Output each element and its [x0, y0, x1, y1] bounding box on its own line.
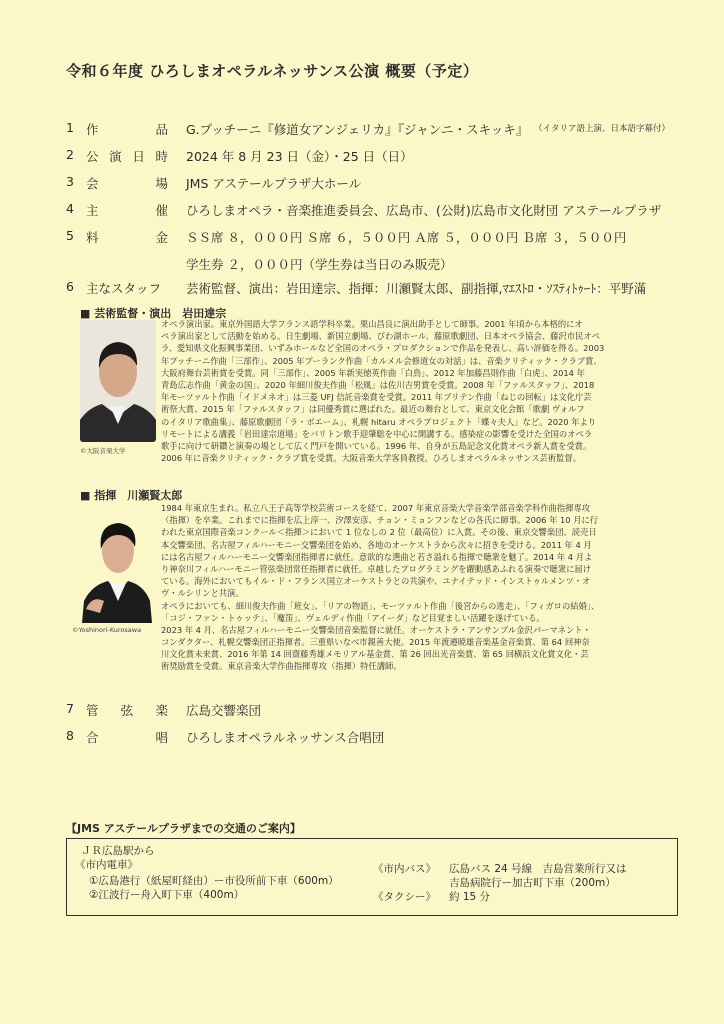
access-bus-heading: 《市内バス》: [373, 863, 436, 875]
bio-line: （指揮）を卒業。これまでに指揮を広上淳一、汐澤安彦、チョン・ミョンフンなどの各氏に師事。2006 年 10 月に行: [161, 515, 599, 526]
row-value: ＳＳ席 ８，０００円 Ｓ席 ６，５００円 Ａ席 ５，０００円 Ｂ席 ３，５００円: [186, 230, 627, 245]
row-number: 2: [66, 147, 74, 162]
iwata-bio: [161, 318, 604, 464]
access-station: ＪＲ広島駅から: [81, 845, 155, 857]
access-tram-route-2: ②江波行ー舟入町下車（400m）: [89, 889, 245, 901]
bio-line: ている。海外においてもイル・ド・フランス国立オーケストラとの共演や、ユナイテッド・インストゥルメンツ・オ: [161, 576, 591, 587]
row-label-char: 楽: [155, 703, 168, 718]
row-value-secondary: 学生券 ２，０００円（学生券は当日のみ販売）: [186, 257, 453, 272]
row-label-char: 金: [155, 230, 168, 245]
row-value: 芸術監督、演出：岩田達宗、指揮：川瀬賢太郎、副指揮,ﾏｴｽﾄﾛ・ｿｽﾃｨﾄｩｰﾄ：平野滿: [186, 281, 647, 296]
row-number: 4: [66, 201, 74, 216]
kawase-photo-credit: ©Yoshinori-Kurosawa: [72, 626, 142, 634]
iwata-photo: [80, 320, 156, 442]
bio-line: 「コジ・ファン・トゥッテ」、「魔笛」、ヴェルディ作曲「アイーダ」など目覚ましい活躍を遂げている。: [161, 612, 545, 623]
row-number: 8: [66, 728, 74, 743]
row-number: 6: [66, 279, 74, 294]
row-label: [86, 228, 168, 246]
bio-line: ヴ・ルシリンと共演。: [161, 588, 244, 599]
row-label: [86, 201, 168, 219]
access-bus-route-2: 吉島病院行ー加古町下車（200m）: [449, 877, 616, 889]
page-title: 令和６年度 ひろしまオペラルネッサンス公演 概要（予定）: [66, 62, 479, 80]
kawase-bio: [161, 502, 599, 673]
row-label-char: 主なスタッフ: [86, 281, 162, 296]
bio-line: 年モーツァルト作曲「イドメネオ」は三菱 UFJ 信託音楽賞を受賞。2011 年ブリテン作曲「ねじの回転」は文化庁芸: [161, 392, 592, 403]
bio-line: 2006 年に音楽クリティック・クラブ賞を受賞。大阪音楽大学客員教授。ひろしまオペラルネッサンス芸術監督。: [161, 453, 582, 464]
access-taxi-heading: 《タクシー》: [373, 891, 436, 903]
bio-line: り神奈川フィルハーモニー管弦楽団常任指揮者に就任。卓越したプログラミングを躍動感あふれる演奏で聴衆に届け: [161, 563, 592, 574]
bio-line: 歌手に向けて研鑽と演奏の場として広く門戸を開いている。1996 年、自身が五島記念文化賞オペラ新人賞を受賞。: [161, 440, 592, 451]
bio-line: 年プッチーニ作曲「三部作」、2005 年プーランク作曲「カルメル会修道女の対話」は、音楽クリティック・クラブ賞、: [161, 355, 602, 366]
bio-line: われた東京国際音楽コンクール＜指揮＞において 1 位なしの 2 位（最高位）に入賞。その後、東京交響楽団、読売日: [161, 527, 597, 538]
access-heading: 【JMS アステールプラザまでの交通のご案内】: [66, 822, 301, 835]
row-number: 5: [66, 228, 74, 243]
bio-line: オペラにおいても、細川俊夫作曲「班女」、「リアの物語」、モーツァルト作曲「後宮からの逃走」、「フィガロの結婚」、: [161, 600, 600, 611]
row-label-char: 作: [86, 122, 99, 137]
kawase-photo: [78, 505, 156, 623]
row-label: [86, 701, 168, 719]
row-label-char: 弦: [120, 703, 134, 718]
bio-line: 青島広志作曲「黄金の国」、2020 年細川俊夫作曲「松風」は佐川吉男賞を受賞。2008 年「ファルスタッフ」、2018: [161, 379, 595, 390]
bio-line: 術祭大賞、2015 年「ファルスタッフ」は同優秀賞に選ばれた。最近の舞台として、東京文化会館「歌劇 ヴォルフ: [161, 404, 585, 415]
row-label-char: 会: [86, 176, 99, 191]
access-tram-route-1: ①広島港行（紙屋町経由）ー市役所前下車（600m）: [89, 875, 339, 887]
bio-line: コンダクター、札幌交響楽団正指揮者。三重県いなべ市親善大使。2015 年渡邉暁雄音楽基金音楽賞、第 64 回神奈: [161, 637, 590, 648]
bio-line: には名古屋フィルハーモニー交響楽団指揮者に就任。意欲的な選曲と若さ溢れる指揮で聴衆を魅了。2014 年 4 月よ: [161, 551, 593, 562]
bio-line: ラ、愛知県文化振興事業団、いずみホールなど全国のオペラ・プロダクションで作品を発表し、高い評価を得る。2003: [161, 343, 605, 354]
access-tram-heading: 《市内電車》: [75, 859, 138, 871]
access-box: [66, 838, 678, 916]
row-number: 1: [66, 120, 74, 135]
row-label-char: 料: [86, 230, 99, 245]
row-value: ひろしまオペラ・音楽推進委員会、広島市、(公財)広島市文化財団 アステールプラザ: [186, 203, 662, 218]
row-value: 2024 年 8 月 23 日（金）・25 日（日）: [186, 149, 413, 164]
row-label-char: 時: [155, 149, 168, 164]
row-label-char: 催: [155, 203, 168, 218]
row-label: [86, 174, 168, 192]
row-value: ひろしまオペラルネッサンス合唱団: [186, 730, 385, 745]
bio-line: 大阪府舞台芸術賞を受賞。同「三部作」、2005 年新実徳英作曲「白鳥」、2012 年加藤昌則作曲「白虎」、2014 年: [161, 367, 585, 378]
row-label-char: 場: [155, 176, 168, 191]
bio-line: 術奨励賞を受賞。東京音楽大学作曲指揮専攻（指揮）特任講師。: [161, 661, 402, 672]
row-label-char: 日: [132, 149, 145, 164]
staff1-heading: ■ 芸術監督・演出 岩田達宗: [80, 307, 227, 320]
bio-line: ペラ演出家として活動を始める。日生劇場、新国立劇場、びわ湖ホール、藤原歌劇団、日本オペラ協会、藤沢市民オペ: [161, 331, 600, 342]
row-label-char: 主: [86, 203, 99, 218]
staff2-heading: ■ 指揮 川瀬賢太郎: [80, 489, 183, 502]
row-label: [86, 120, 168, 138]
row-value: G.プッチーニ『修道女アンジェリカ』『ジャンニ・スキッキ』: [186, 122, 529, 137]
row-number: 7: [66, 701, 74, 716]
row-label-char: 演: [109, 149, 122, 164]
row-number: 3: [66, 174, 74, 189]
row-label: [86, 279, 161, 297]
iwata-photo-credit: ©大阪音楽大学: [80, 447, 126, 455]
row-label-char: 公: [86, 149, 99, 164]
row-note: （イタリア語上演、日本語字幕付）: [534, 124, 671, 134]
row-value: 広島交響楽団: [186, 703, 262, 718]
bio-line: のイタリア歌曲集」、藤原歌劇団「ラ・ボエーム」、札幌 hitaru オペラプロジェクト「蝶々夫人」など。2020 年より: [161, 416, 597, 427]
row-label-char: 管: [86, 703, 99, 718]
row-value: JMS アステールプラザ大ホール: [186, 176, 362, 191]
bio-line: 本交響楽団、名古屋フィルハーモニー交響楽団を始め、各地のオーケストラから次々に招きを受ける。2011 年 4 月: [161, 539, 592, 550]
bio-line: 1984 年東京生まれ。私立八王子高等学校芸術コースを経て、2007 年東京音楽大学音楽学部音楽学科作曲指揮専攻: [161, 503, 591, 513]
bio-line: 川文化賞未来賞、2016 年第 14 回齋藤秀雄メモリアル基金賞、第 26 回出光音楽賞、第 65 回横浜文化賞文化・芸: [161, 649, 589, 660]
bio-line: オペラ演出家。東京外国語大学フランス語学科卒業。栗山昌良に演出助手として師事。2001 年頃から本格的にオ: [161, 319, 583, 329]
access-bus-route-1: 広島バス 24 号線 吉島営業所行又は: [449, 863, 627, 875]
row-label: [86, 728, 168, 746]
row-label-char: 合: [86, 730, 99, 745]
row-label-char: 品: [155, 122, 168, 137]
access-taxi-time: 約 15 分: [449, 891, 491, 903]
row-label-char: 唱: [155, 730, 168, 745]
bio-line: 2023 年 4 月、名古屋フィルハーモニー交響楽団音楽監督に就任。オーケストラ・アンサンブル金沢パーマネント・: [161, 624, 591, 635]
bio-line: リモートによる講義「岩田達宗道場」をバリトン歌手迎肇聡を中心に開講する。感染症の影響を受けた全国のオペラ: [161, 428, 593, 439]
row-label: [86, 147, 168, 165]
